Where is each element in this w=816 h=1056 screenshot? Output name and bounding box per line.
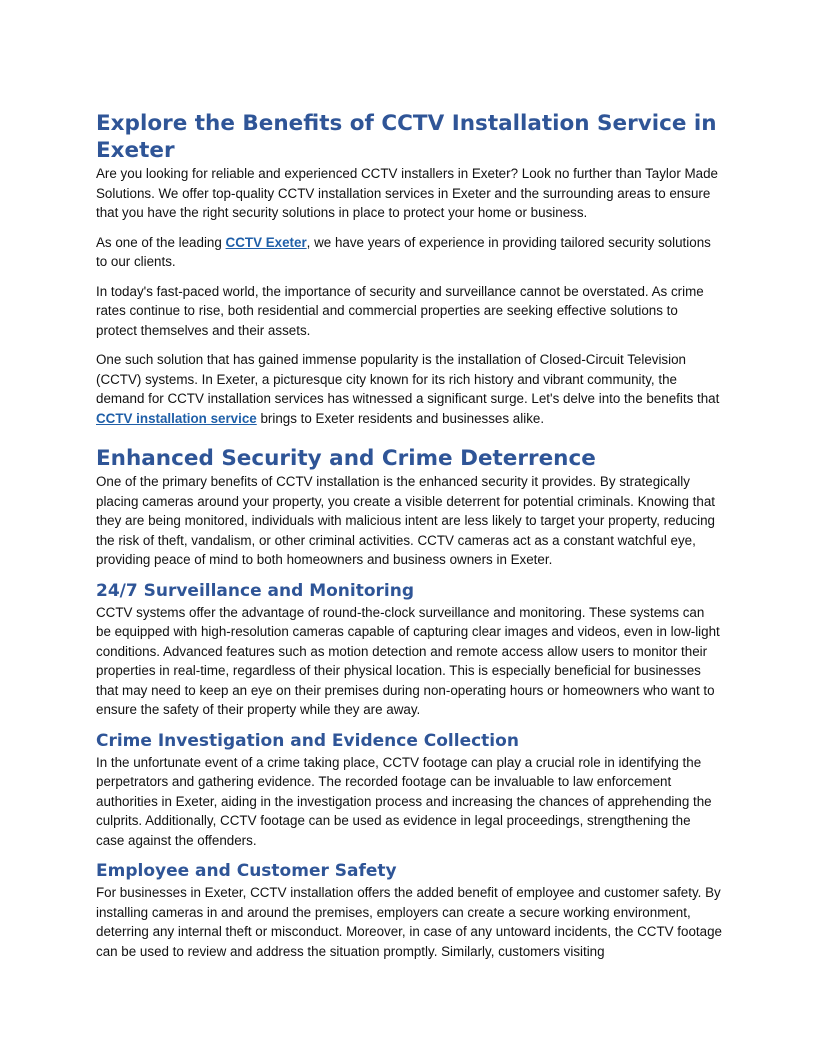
intro-paragraph: Are you looking for reliable and experienced CCTV installers in Exeter? Look no further than Taylor Made Solutions. We offer top-quality CCTV installation services in Exeter and the surrounding areas to ensure that you have the right security solutions in place to protect your home or business.	[96, 166, 719, 220]
solution-text-after: brings to Exeter residents and businesses alike.	[256, 410, 545, 426]
surveillance-heading: 24/7 Surveillance and Monitoring	[96, 580, 415, 601]
safety-paragraph: For businesses in Exeter, CCTV installation offers the added benefit of employee and customer safety. By installing cameras in and around the premises, employers can create a secure working environment, deterring any internal theft or misconduct. Moreover, in case of any untoward incidents, the CCTV footage can be used to review and address the situation promptly. Similarly, customers visiting	[96, 885, 722, 959]
security-heading: Enhanced Security and Crime Deterrence	[96, 446, 596, 471]
cctv-exeter-link[interactable]: CCTV Exeter	[225, 234, 307, 250]
leading-text-after: , we have years of experience in providing tailored security solutions to our clients.	[96, 234, 711, 269]
leading-text-before: As one of the leading	[96, 234, 226, 250]
solution-paragraph	[96, 350, 722, 428]
importance-paragraph: In today's fast-paced world, the importance of security and surveillance cannot be overstated. As crime rates continue to rise, both residential and commercial properties are seeking effective solutions to protect themselves and their assets.	[96, 283, 704, 338]
leading-paragraph	[96, 233, 722, 272]
solution-text-before: One such solution that has gained immense popularity is the installation of Closed-Circuit Television (CCTV) systems. In Exeter, a picturesque city known for its rich history and vibrant community, the demand for CCTV installation services has witnessed a significant surge. Let's delve into the benefits that	[96, 352, 720, 406]
investigation-paragraph: In the unfortunate event of a crime taking place, CCTV footage can play a crucial role in identifying the perpetrators and gathering evidence. The recorded footage can be invaluable to law enforcement authorities in Exeter, aiding in the investigation process and increasing the chances of apprehending the culprits. Additionally, CCTV footage can be used as evidence in legal proceedings, strengthening the case against the offenders.	[96, 754, 712, 848]
cctv-installation-service-link[interactable]: CCTV installation service	[96, 410, 257, 426]
security-paragraph: One of the primary benefits of CCTV installation is the enhanced security it provides. By strategically placing cameras around your property, you create a visible deterrent for potential criminals. Knowing that they are being monitored, individuals with malicious intent are less likely to target your property, reducing the risk of theft, vandalism, or other criminal activities. CCTV cameras act as a constant watchful eye, providing peace of mind to both homeowners and business owners in Exeter.	[96, 474, 716, 567]
document-page	[96, 110, 722, 961]
safety-heading: Employee and Customer Safety	[96, 861, 397, 881]
surveillance-paragraph: CCTV systems offer the advantage of round-the-clock surveillance and monitoring. These systems can be equipped with high-resolution cameras capable of capturing clear images and videos, even in low-light conditions. Advanced features such as motion detection and remote access allow users to monitor their properties in real-time, regardless of their physical location. This is especially beneficial for businesses that may need to keep an eye on their premises during non-operating hours or homeowners who want to ensure the safety of their property while they are away.	[96, 604, 720, 717]
page-title: Explore the Benefits of CCTV Installation Service in Exeter	[96, 111, 717, 163]
investigation-heading: Crime Investigation and Evidence Collection	[96, 730, 519, 751]
